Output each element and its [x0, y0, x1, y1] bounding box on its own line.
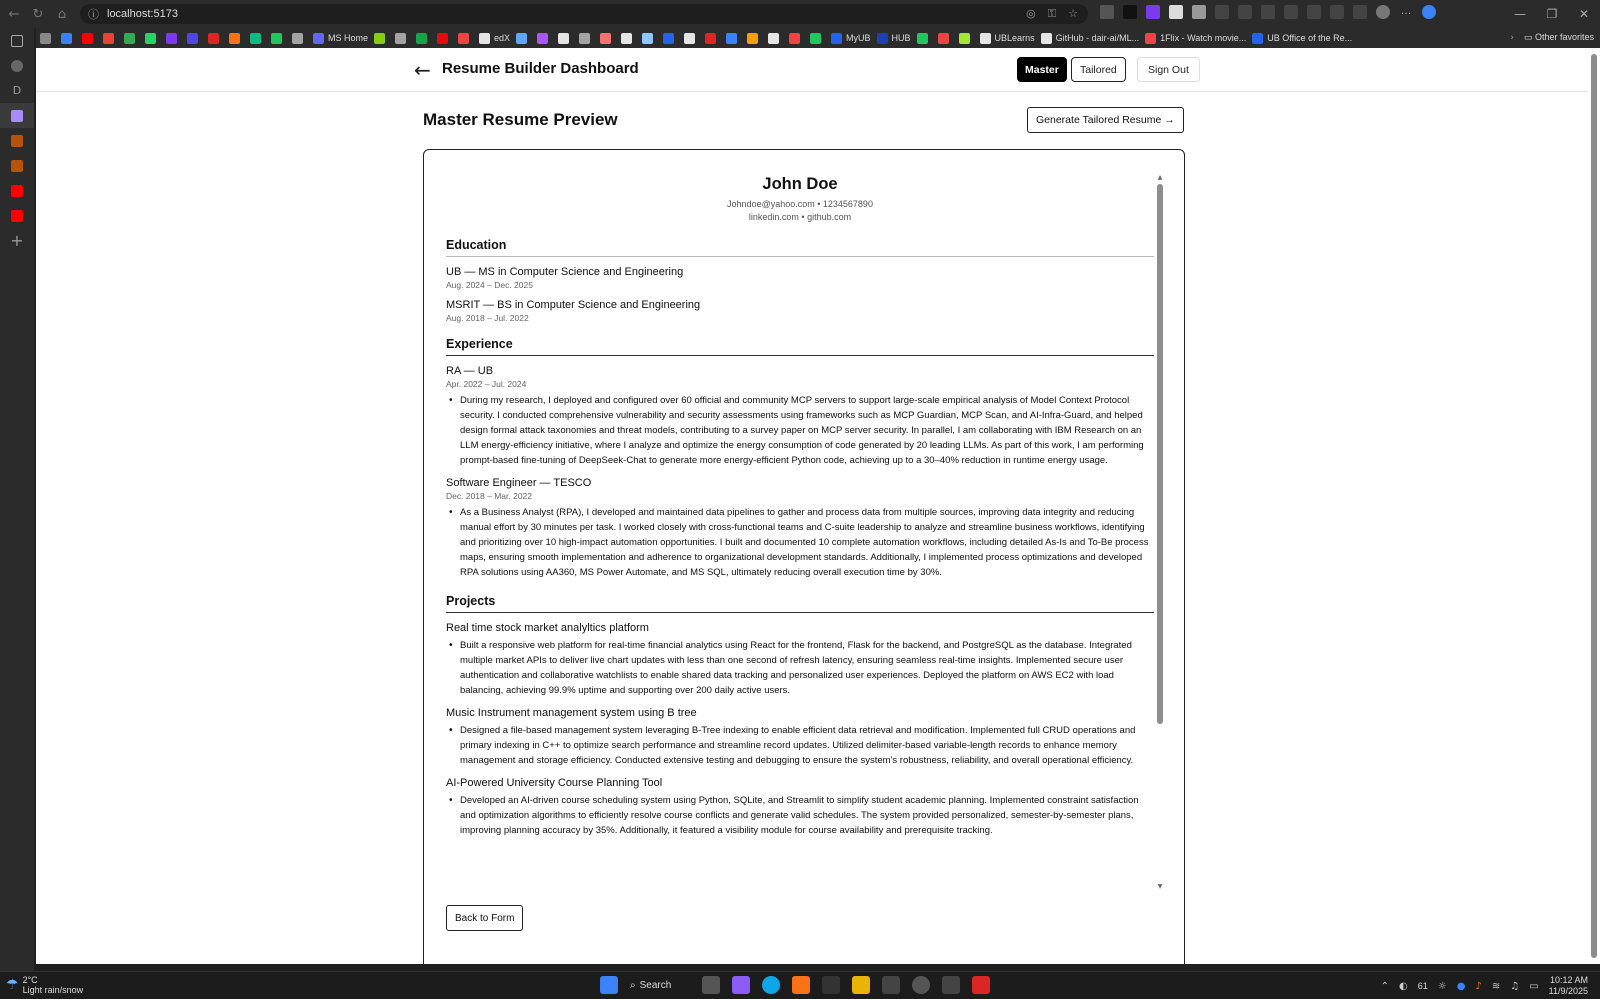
- contact-line-2: linkedin.com • github.com: [748, 212, 852, 222]
- tray-app-icon[interactable]: ◐: [1398, 980, 1408, 992]
- experience-entry-title: Software Engineer — TESCO: [446, 477, 592, 489]
- weather-icon: ☂: [6, 977, 19, 993]
- address-bar-icons: [1026, 7, 1078, 21]
- bookmark-favicon-icon: [250, 33, 261, 44]
- edge-icon[interactable]: [762, 976, 780, 994]
- site-info-icon[interactable]: ⓘ: [88, 8, 99, 21]
- bookmark-favicon-icon: [187, 33, 198, 44]
- bookmark-item[interactable]: [416, 33, 431, 44]
- bookmark-label: MS Home: [328, 33, 369, 43]
- tray-app-icon[interactable]: ●: [1456, 980, 1466, 992]
- bookmark-item[interactable]: [621, 33, 636, 44]
- screenshot-icon[interactable]: [1353, 5, 1367, 19]
- experience-list: [446, 365, 1154, 580]
- bookmark-item[interactable]: [292, 33, 307, 44]
- bookmark-item[interactable]: [82, 33, 97, 44]
- bookmark-item[interactable]: [271, 33, 286, 44]
- bookmark-label: HUB: [891, 33, 911, 43]
- clock[interactable]: [1549, 975, 1588, 997]
- copilot-app-icon[interactable]: [732, 976, 750, 994]
- education-entry-date: Aug. 2024 – Dec. 2025: [446, 280, 533, 290]
- tab-icon[interactable]: [0, 128, 34, 153]
- url-text: localhost:5173: [107, 8, 178, 20]
- youtube-tab-icon[interactable]: [0, 178, 34, 203]
- bookmark-favicon-icon: [437, 33, 448, 44]
- clock-time: 10:12 AM: [1549, 975, 1588, 985]
- bookmark-favicon-icon: [229, 33, 240, 44]
- project-title: Real time stock market analyltics platform: [446, 622, 649, 634]
- extension-icon[interactable]: [1123, 5, 1137, 19]
- experience-entry-date: Dec. 2018 – Mar. 2022: [446, 491, 533, 501]
- education-list: [446, 266, 1154, 323]
- bookmark-favicon-icon: [747, 33, 758, 44]
- bookmark-item[interactable]: [642, 33, 657, 44]
- bookmark-item[interactable]: [600, 33, 615, 44]
- bookmark-item[interactable]: [917, 33, 932, 44]
- favorite-star-icon[interactable]: ☆: [1068, 7, 1078, 20]
- scroll-down-icon[interactable]: ▼: [1157, 883, 1163, 890]
- education-entry-title: MSRIT — BS in Computer Science and Engineering: [446, 299, 701, 311]
- maximize-icon[interactable]: ❐: [1546, 7, 1558, 21]
- extension-icon[interactable]: [1146, 5, 1160, 19]
- bookmark-item[interactable]: [1041, 33, 1140, 44]
- close-window-icon[interactable]: ✕: [1578, 7, 1590, 21]
- sign-out-button[interactable]: Sign Out: [1137, 57, 1200, 82]
- chevron-right-icon[interactable]: ›: [1510, 33, 1514, 43]
- github-tab-icon[interactable]: [0, 53, 34, 78]
- copilot-icon[interactable]: [1422, 5, 1436, 19]
- bookmark-item[interactable]: [747, 33, 762, 44]
- search-icon: ⌕: [630, 979, 636, 991]
- bookmark-label: UB Office of the Re...: [1267, 33, 1353, 43]
- bookmark-favicon-icon: [621, 33, 632, 44]
- taskbar-apps: [600, 976, 990, 994]
- experience-heading: Experience: [446, 337, 1154, 356]
- chevron-up-icon[interactable]: ⌃: [1380, 980, 1389, 992]
- bookmark-item[interactable]: [789, 33, 804, 44]
- brightness-icon[interactable]: ☼: [1437, 980, 1447, 992]
- bookmark-favicon-icon: [917, 33, 928, 44]
- page-scrollbar-thumb[interactable]: [1591, 54, 1597, 958]
- page-scrollbar[interactable]: [1588, 48, 1600, 964]
- bookmark-favicon-icon: [768, 33, 779, 44]
- read-aloud-icon[interactable]: ◎: [1026, 7, 1036, 20]
- bookmark-item[interactable]: [229, 33, 244, 44]
- bookmark-label: MyUB: [846, 33, 871, 43]
- system-tray: [1381, 975, 1588, 997]
- home-icon[interactable]: ⌂: [57, 6, 67, 22]
- experience-bullet: • As a Business Analyst (RPA), I developed and maintained data pipelines to gather and process data from multiple sources, improving data integrity and reducing manual effort by 30 minutes per task. I worked closely with cross-functional teams and C-suite leadership to analyze and streamline business workflows, identifying and prioritizing over 10 high-impact automation opportunities. I built and documented 10 complete automation workflows, including detailed As-Is and To-Be process maps, ensuring smooth implementation and adherence to organizational development standards. Additionally, I implemented process optimizations and developed RPA solutions using AA360, MS Power Automate, and MS SQL, ultimately reducing overall execution time by 30%.: [446, 505, 1154, 580]
- refresh-icon[interactable]: ↻: [32, 6, 44, 22]
- bookmark-favicon-icon: [705, 33, 716, 44]
- projects-list: [446, 622, 1154, 838]
- bookmark-item[interactable]: [663, 33, 678, 44]
- bookmark-favicon-icon: [959, 33, 970, 44]
- bookmark-item[interactable]: [726, 33, 741, 44]
- bookmark-item[interactable]: [458, 33, 473, 44]
- tab-icon[interactable]: [0, 153, 34, 178]
- wifi-icon[interactable]: ≋: [1491, 980, 1501, 992]
- bookmark-label: 1Flix - Watch movie...: [1160, 33, 1247, 43]
- bookmark-favicon-icon: [458, 33, 469, 44]
- weather-condition: Light rain/snow: [22, 985, 84, 995]
- bookmark-item[interactable]: [250, 33, 265, 44]
- bookmark-label: UBLearns: [994, 33, 1035, 43]
- bookmark-item[interactable]: [313, 33, 368, 44]
- bookmarks-bar: [36, 28, 1600, 48]
- new-tab-icon[interactable]: +: [10, 231, 24, 250]
- bookmark-item[interactable]: [684, 33, 699, 44]
- bookmark-item[interactable]: [479, 33, 510, 44]
- bookmark-favicon-icon: [810, 33, 821, 44]
- resume-document: [446, 174, 1154, 838]
- bookmark-item[interactable]: [145, 33, 160, 44]
- master-tab-button[interactable]: Master: [1017, 57, 1067, 82]
- bookmark-list: [61, 33, 1358, 44]
- bookmark-item[interactable]: [1252, 33, 1352, 44]
- tab-d-icon[interactable]: D: [12, 84, 22, 97]
- bookmark-item[interactable]: [516, 33, 531, 44]
- resume-name: John Doe: [762, 175, 838, 193]
- tailored-tab-button[interactable]: Tailored: [1071, 57, 1126, 82]
- bookmark-item[interactable]: [1145, 33, 1246, 44]
- history-icon[interactable]: [1307, 5, 1321, 19]
- bookmark-item[interactable]: [437, 33, 452, 44]
- split-screen-icon[interactable]: [1238, 5, 1252, 19]
- bookmark-favicon-icon: [61, 33, 72, 44]
- bookmark-favicon-icon: [208, 33, 219, 44]
- bookmark-item[interactable]: [374, 33, 389, 44]
- resume-scrollbar[interactable]: [1156, 174, 1164, 888]
- active-tab-icon[interactable]: [0, 103, 34, 128]
- resume-scroll-area[interactable]: [424, 150, 1185, 892]
- bookmark-favicon-icon: [124, 33, 135, 44]
- bookmark-favicon-icon: [1252, 33, 1263, 44]
- app-header: [36, 48, 1588, 92]
- temperature: 2°C: [22, 975, 38, 985]
- back-arrow-icon[interactable]: ←: [414, 58, 431, 82]
- extensions-puzzle-icon[interactable]: [1215, 5, 1229, 19]
- terminal-icon[interactable]: [882, 976, 900, 994]
- page-viewport: [36, 48, 1588, 964]
- bookmark-favicon-icon: [479, 33, 490, 44]
- projects-heading: Projects: [446, 594, 1154, 613]
- bookmark-favicon-icon: [1041, 33, 1052, 44]
- bookmark-label: GitHub - dair-ai/ML...: [1055, 33, 1140, 43]
- page-title: Master Resume Preview: [423, 110, 618, 129]
- bookmark-favicon-icon: [642, 33, 653, 44]
- app-icon[interactable]: [912, 976, 930, 994]
- bookmark-favicon-icon: [292, 33, 303, 44]
- education-entry-title: UB — MS in Computer Science and Engineering: [446, 266, 684, 278]
- clock-date: 11/9/2025: [1548, 986, 1588, 996]
- bookmark-favicon-icon: [831, 33, 842, 44]
- browser-titlebar: [0, 0, 1600, 28]
- bookmark-favicon-icon: [374, 33, 385, 44]
- bookmark-item[interactable]: [61, 33, 76, 44]
- bookmark-favicon-icon: [103, 33, 114, 44]
- start-icon[interactable]: [600, 976, 618, 994]
- bookmark-item[interactable]: [395, 33, 410, 44]
- bookmark-item[interactable]: [877, 33, 911, 44]
- bookmark-item[interactable]: [938, 33, 953, 44]
- back-nav-icon[interactable]: ←: [8, 6, 20, 22]
- tray-number: 61: [1417, 981, 1428, 991]
- bookmarks-toggle-icon[interactable]: [40, 33, 55, 44]
- profile-avatar[interactable]: [1376, 5, 1390, 19]
- resume-contact: [446, 198, 1154, 224]
- bookmark-item[interactable]: [959, 33, 974, 44]
- back-to-form-button[interactable]: Back to Form: [446, 905, 523, 931]
- folder-icon: ▭: [1523, 32, 1535, 42]
- education-entry-date: Aug. 2018 – Jul. 2022: [446, 313, 529, 323]
- bookmark-favicon-icon: [663, 33, 674, 44]
- windows-taskbar: [0, 971, 1600, 999]
- bookmark-item[interactable]: [558, 33, 573, 44]
- scrollbar-thumb[interactable]: [1157, 184, 1163, 724]
- bookmark-favicon-icon: [537, 33, 548, 44]
- bookmark-item[interactable]: [208, 33, 223, 44]
- bookmark-favicon-icon: [516, 33, 527, 44]
- bookmark-item[interactable]: [579, 33, 594, 44]
- bookmark-item[interactable]: [810, 33, 825, 44]
- bookmark-item[interactable]: [831, 33, 871, 44]
- bookmark-favicon-icon: [1145, 33, 1156, 44]
- bookmark-favicon-icon: [579, 33, 590, 44]
- bookmark-item[interactable]: [124, 33, 139, 44]
- key-icon[interactable]: ⚿: [1047, 7, 1057, 20]
- browser-side-panel: [0, 28, 34, 971]
- contact-line-1: Johndoe@yahoo.com • 1234567890: [727, 199, 873, 209]
- bookmark-favicon-icon: [789, 33, 800, 44]
- file-explorer-icon[interactable]: [852, 976, 870, 994]
- bookmark-item[interactable]: [705, 33, 720, 44]
- microphone-icon[interactable]: ♪: [1475, 980, 1482, 992]
- project-bullet: • Developed an AI-driven course scheduling system using Python, SQLite, and Streamlit to simplify student academic planning. Implemented constraint satisfaction and optimization algorithms to efficiently resolve course conflicts and generate valid schedules. The system provided personalized, semester-by-semester plans, improving planning accuracy by 35%. Additionally, it featured a visibility module for course availability and prerequisite tracking.: [446, 793, 1154, 838]
- experience-bullet: • During my research, I deployed and configured over 60 official and community MCP servers to support large-scale empirical analysis of Model Context Protocol security. I conducted comprehensive vulnerability and security assessments using frameworks such as MCP Guardian, MCP Scan, and AI-Infra-Guard, and helped design formal attack taxonomies and threat models, contributing to a survey paper on MCP server security. In parallel, I am collaborating with IBM Research on an LLM energy-efficiency initiative, where I analyze and optimize the energy consumption of code generated by 20 leading LLMs. As part of this work, I am performing prompt-based fine-tuning of DeepSeek-Chat to generate more energy-efficient Python code, achieving up to a 30–40% reduction in runtime energy usage.: [446, 393, 1154, 468]
- project-bullet: • Designed a file-based management system leveraging B-Tree indexing to enable efficient data retrieval and modification. Implemented full CRUD operations and primary indexing in C++ to optimize search performance and streamline record updates. Utilized delimiter-based variable-length records to enhance memory management and storage efficiency. Conducted extensive testing and debugging to ensure the system's robustness, reliability, and overall operational efficiency.: [446, 723, 1154, 768]
- bookmark-item[interactable]: [980, 33, 1035, 44]
- other-favorites[interactable]: › ▭ Other favorites: [1510, 32, 1594, 43]
- window-controls: [1504, 0, 1600, 28]
- tab-actions-icon[interactable]: [0, 28, 34, 53]
- taskbar-search[interactable]: ⌕ Search: [630, 979, 672, 991]
- favorites-icon[interactable]: [1261, 5, 1275, 19]
- weather-widget[interactable]: [6, 975, 83, 995]
- bookmark-favicon-icon: [416, 33, 427, 44]
- project-bullet: • Built a responsive web platform for real-time financial analytics using React for the frontend, Flask for the backend, and PostgreSQL as the database. Integrated multiple market APIs to deliver live chart updates with less than one second of refresh latency, ensuring seamless real-time insights. Implemented secure user authentication and collaborative watchlists to enable shared data tracking and personalized user experiences. Deployed the platform on AWS EC2 with load balancing, achieving 99.9% uptime and supporting over 200 daily active users.: [446, 638, 1154, 698]
- bookmark-favicon-icon: [271, 33, 282, 44]
- bookmark-item[interactable]: [537, 33, 552, 44]
- bookmark-favicon-icon: [145, 33, 156, 44]
- address-bar[interactable]: [80, 4, 1088, 24]
- bookmark-item[interactable]: [768, 33, 783, 44]
- bookmark-favicon-icon: [395, 33, 406, 44]
- battery-icon[interactable]: ▭: [1529, 980, 1539, 992]
- bookmark-favicon-icon: [313, 33, 324, 44]
- bookmark-favicon-icon: [938, 33, 949, 44]
- extension-icon[interactable]: [1192, 5, 1206, 19]
- dashboard-title: Resume Builder Dashboard: [442, 60, 639, 77]
- resume-preview-card: [423, 149, 1185, 964]
- app-icon[interactable]: [942, 976, 960, 994]
- bookmark-item[interactable]: [103, 33, 118, 44]
- task-view-icon[interactable]: [702, 976, 720, 994]
- minimize-icon[interactable]: —: [1514, 7, 1526, 21]
- extension-icon[interactable]: [1100, 5, 1114, 19]
- bookmark-item[interactable]: [187, 33, 202, 44]
- collections-icon[interactable]: [1284, 5, 1298, 19]
- bookmark-favicon-icon: [980, 33, 991, 44]
- volume-icon[interactable]: ♫: [1510, 980, 1520, 992]
- bookmark-favicon-icon: [684, 33, 695, 44]
- experience-entry-title: RA — UB: [446, 365, 494, 377]
- bookmark-favicon-icon: [558, 33, 569, 44]
- education-heading: Education: [446, 238, 1154, 257]
- project-title: AI-Powered University Course Planning Tool: [446, 777, 663, 789]
- bookmark-icon[interactable]: [1169, 5, 1183, 19]
- bookmark-label: edX: [494, 33, 511, 43]
- bookmark-favicon-icon: [600, 33, 611, 44]
- extensions-bar: [1100, 5, 1436, 19]
- bookmark-favicon-icon: [877, 33, 888, 44]
- app-icon[interactable]: [972, 976, 990, 994]
- brave-icon[interactable]: [792, 976, 810, 994]
- downloads-icon[interactable]: [1330, 5, 1344, 19]
- bookmark-item[interactable]: [166, 33, 181, 44]
- project-title: Music Instrument management system using B tree: [446, 707, 697, 719]
- generate-tailored-resume-button[interactable]: Generate Tailored Resume →: [1027, 107, 1184, 133]
- bookmark-favicon-icon: [166, 33, 177, 44]
- scroll-up-icon[interactable]: ▲: [1157, 174, 1163, 181]
- bookmark-favicon-icon: [82, 33, 93, 44]
- youtube-tab-icon[interactable]: [0, 203, 34, 228]
- more-menu-icon[interactable]: …: [1400, 5, 1412, 17]
- app-icon[interactable]: [822, 976, 840, 994]
- experience-entry-date: Apr. 2022 – Jul. 2024: [446, 379, 527, 389]
- bookmark-favicon-icon: [726, 33, 737, 44]
